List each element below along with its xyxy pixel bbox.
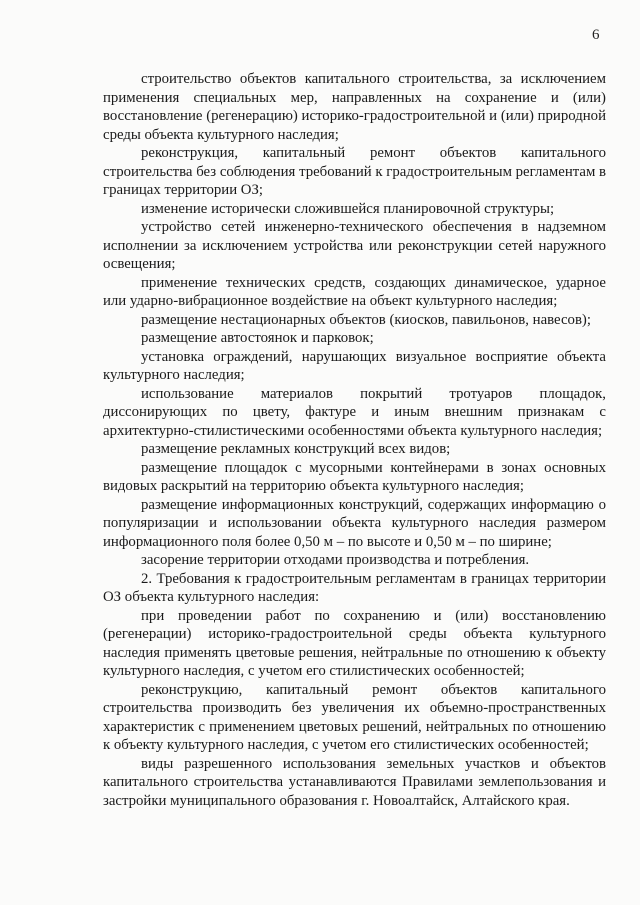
page-number: 6 xyxy=(592,27,600,43)
paragraph: при проведении работ по сохранению и (или) восстановлению (регенерации) историко-градостроительной среды объекта культурного наследия применять цветовые решения, нейтральные по отношению к объекту культурного наследия, с учетом его стилистических особенностей; xyxy=(103,607,606,679)
paragraph: установка ограждений, нарушающих визуальное восприятие объекта культурного наследия; xyxy=(103,348,606,383)
paragraph: размещение площадок с мусорными контейнерами в зонах основных видовых раскрытий на территорию объекта культурного наследия; xyxy=(103,459,606,494)
paragraph: размещение нестационарных объектов (киосков, павильонов, навесов); xyxy=(141,311,591,328)
paragraph: реконструкция, капитальный ремонт объектов капитального строительства без соблюдения требований к градостроительным регламентам в границах территории ОЗ; xyxy=(103,145,607,198)
paragraph: размещение информационных конструкций, содержащих информацию о популяризации и использовании объекта культурного наследия размером информационного поля более 0,50 м – по высоте и 0,50 м – по ширине; xyxy=(103,496,606,550)
paragraph: использование материалов покрытий тротуаров площадок, диссонирующих по цвету, фактуре и иным внешним признакам с архитектурно-стилистическими особенностями объекта культурного наследия; xyxy=(103,385,606,439)
paragraph: устройство сетей инженерно-технического обеспечения в надземном исполнении за исключением устройства или реконструкции сетей наружного освещения; xyxy=(103,219,606,272)
paragraph: изменение исторически сложившейся планировочной структуры; xyxy=(141,200,555,217)
section-heading: 2. Требования к градостроительным регламентам в границах территории ОЗ объекта культурного наследия: xyxy=(103,570,606,605)
paragraph: размещение автостоянок и парковок; xyxy=(141,330,374,346)
paragraph: строительство объектов капитального строительства, за исключением применения специальных мер, направленных на сохранение и (или) восстановление (регенерацию) историко-градостроительной и (или) природной среды объекта культурного наследия; xyxy=(103,71,606,143)
paragraph: применение технических средств, создающих динамическое, ударное или ударно-вибрационное воздействие на объект культурного наследия; xyxy=(103,274,606,309)
document-body xyxy=(103,70,606,810)
paragraph: размещение рекламных конструкций всех видов; xyxy=(141,441,451,457)
paragraph: реконструкцию, капитальный ремонт объектов капитального строительства производить без увеличения их объемно-пространственных характеристик с применением цветовых решений, нейтральных по отношению к объекту культурного наследия, с учетом его стилистических особенностей; xyxy=(103,681,606,753)
paragraph: виды разрешенного использования земельных участков и объектов капитального строительства устанавливаются Правилами землепользования и застройки муниципального образования г. Новоалтайск, Алтайского края. xyxy=(103,755,606,809)
paragraph: засорение территории отходами производства и потребления. xyxy=(141,552,530,568)
